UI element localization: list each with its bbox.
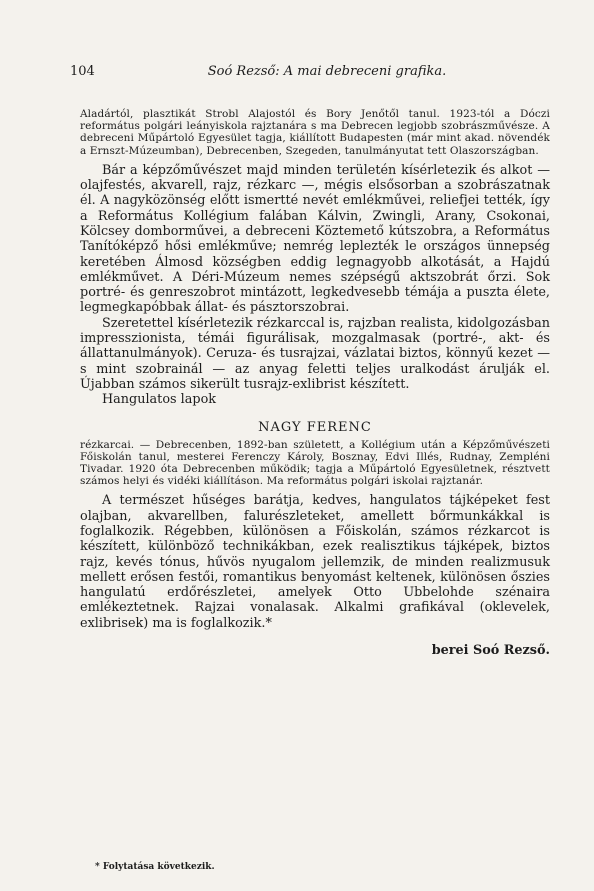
paragraph-1: Bár a képzőművészet majd minden területén kísérletezik és alkot — olajfestés, akvarell, rajz, rézkarc —, mégis elsősorban a szobrászatnak él. A nagyközönség előtt ismertté nevét emlékművei, reliefjei tették, így a Református Kollégium falában Kálvin, Zwingli, Arany, Csokonai, Kölcsey domborművei, a debreceni Köztemető kútszobra, a Református Tanítóképző hősi emlékműve; nemrég leplezték le országos ünnepség keretében Álmosd községben eddig legnagyobb alkotását, a Hajdú emlékművet. A Déri-Múzeum nemes szépségű aktszobrát őrzi. Sok portré- és genreszobrot mintázott, legkedvesebb témája a puszta élete, legmegkapóbbak állat- és pásztorszobrai. [80,162,550,316]
author-signature: berei Soó Rezső. [431,643,550,659]
paragraph-2: Szeretettel kísérletezik rézkarccal is, rajzban realista, kidolgozásban impresszionista, témái figurálisak, mozgalmasak (portré-, akt- és állattanulmányok). Ceruza- és tusrajzai, vázlatai biztos, könnyű kezet — s mint szobrainál — az anyag feletti teljes uralkodást árulják el. Újabban számos sikerült tusrajz-exlibrist készített. [80,315,550,392]
paragraph-3: A természet hűséges barátja, kedves, hangulatos tájképeket fest olajban, akvarellben, falurészleteket, amellett bőrmunkákkal is foglalkozik. Régebben, különösen a Főiskolán, számos rézkarcot is készített, különböző technikákban, ezek realisztikus tájképek, biztos rajz, kevés tónus, hűvös nyugalom jellemzik, de minden realizmusuk mellett erősen festői, romantikus benyomást keltenek, különösen őszies hangulatú erdőrészletei, amelyek Otto Ubbelohde szénaira emlékeztetnek. Rajzai vonalasak. Alkalmi grafikával (oklevelek, exlibrisek) ma is foglalkozik.* [80,493,550,631]
text-column [80,108,550,658]
running-header [70,64,544,82]
bio-continuation: Aladártól, plasztikát Strobl Alajostól és Bory Jenőtől tanul. 1923-tól a Dóczi református polgári leányiskola rajztanára s ma Debrecen legjobb szobrászművésze. A debreceni Műpártoló Egyesület tagja, kiállított Budapesten (már mint akad. növendék a Ernszt-Múzeumban), Debrecenben, Szegeden, tanulmányutat tett Olaszországban. [80,108,550,157]
running-title: Soó Rezső: A mai debreceni grafika. [207,64,447,79]
page-number: 104 [70,64,95,79]
section-heading: Hangulatos lapok [102,392,217,408]
artist-name: NAGY FERENC [258,419,372,435]
artist-bio: rézkarcai. — Debrecenben, 1892-ban született, a Kollégium után a Képzőművészeti Főiskolán tanul, mesterei Ferenczy Károly, Bosznay, Edvi Illés, Rudnay, Zempléni Tivadar. 1920 óta Debrecenben működik; tagja a Műpártoló Egyesületnek, résztvett számos helyi és vidéki kiállításon. Ma református polgári iskolai rajztanár. [80,438,550,488]
footnote: * Folytatása következik. [95,862,215,872]
